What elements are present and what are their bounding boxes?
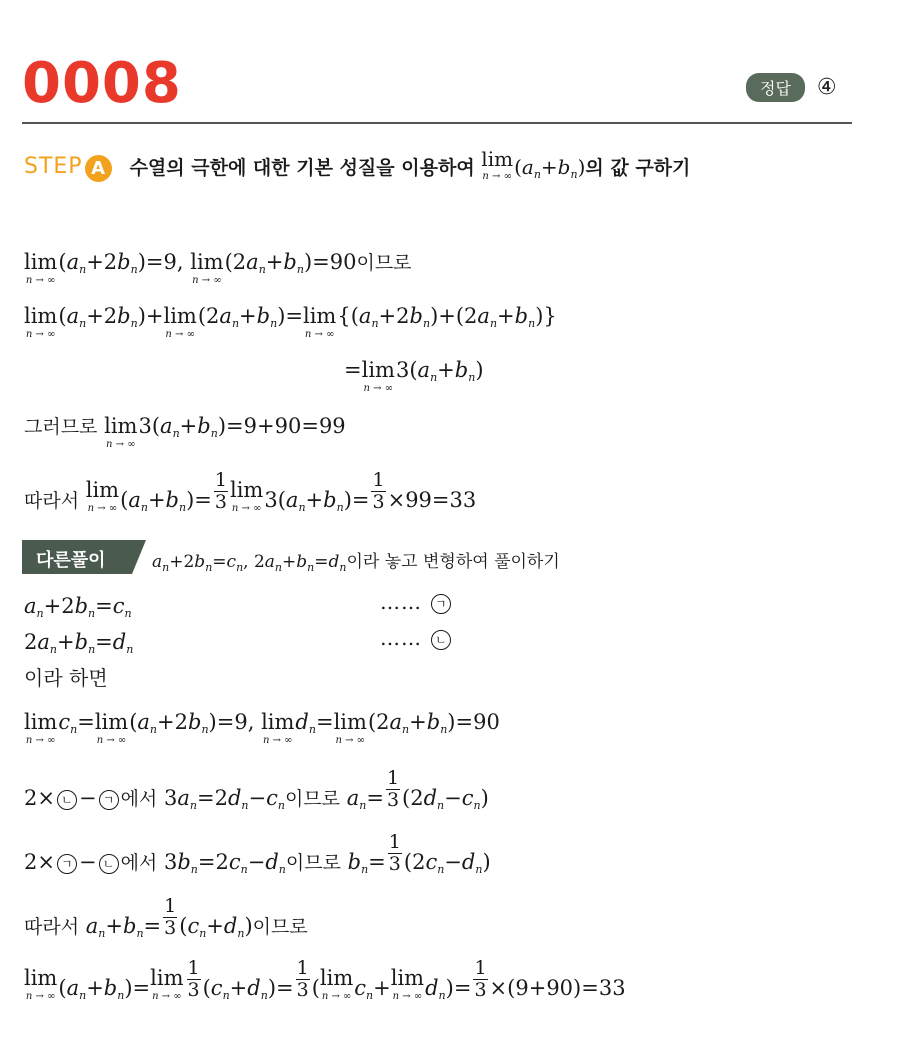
text-ira-hamyeon: 이라 하면 bbox=[24, 666, 108, 690]
def-dn: $2a_n+b_n=d_n$ bbox=[24, 630, 134, 656]
marker-row-2: …… ㄴ bbox=[380, 626, 453, 650]
answer-value: ④ bbox=[816, 75, 837, 100]
eq-an-plus-bn: 따라서 $a_n+b_n=$ $\frac{1}{3}$ $(c_n+d_n)$이므로 bbox=[24, 895, 308, 940]
answer-badge: 정답 bbox=[746, 73, 805, 102]
alt-solution-description: $a_n+2b_n=c_n$, $2a_n+b_n=d_n$이라 놓고 변형하여 풀이하기 bbox=[152, 552, 560, 574]
eq-an: 2× ㄴ − ㄱ 에서 $3a_n=2d_n-c_n$이므로 $a_n=$ $\frac{1}{3}$ $(2d_n-c_n)$ bbox=[24, 767, 489, 812]
marker-row-1: …… ㄱ bbox=[380, 590, 453, 614]
def-cn: $a_n+2b_n=c_n$ bbox=[24, 594, 132, 620]
eq-cn-dn-limits: lim n → ∞ $c_n=$ lim n → ∞ $(a_n+2b_n)=9$, lim n → ∞ $d_n=$ lim n → ∞ $(2a_n+b_n)=90$ bbox=[24, 710, 500, 746]
header-divider bbox=[22, 122, 852, 124]
problem-number: 0008 bbox=[22, 51, 182, 116]
step-heading bbox=[24, 147, 780, 193]
eq-bn: 2× ㄱ − ㄴ 에서 $3b_n=2c_n-d_n$이므로 $b_n=$ $\frac{1}{3}$ $(2c_n-d_n)$ bbox=[24, 831, 491, 876]
eq-result: 따라서 lim n → ∞ $(a_n+b_n)=$ $\frac{1}{3}$ lim n → ∞ $3(a_n+b_n)=$ $\frac{1}{3}$ ×99=33 bbox=[24, 469, 477, 514]
eq-given: lim n → ∞ $(a_n+2b_n)=9$, lim n → ∞ $(2a_n+b_n)=90$이므로 bbox=[24, 250, 412, 286]
step-badge: A bbox=[85, 155, 112, 182]
eq-sum: lim n → ∞ $(a_n+2b_n)+$ lim n → ∞ $(2a_n+b_n)=$ lim n → ∞ $\{(a_n+2b_n)+(2a_n+b_n)\}$ bbox=[24, 304, 557, 340]
step-title: 수열의 극한에 대한 기본 성질을 이용하여 lim n → ∞ $(a_n+b_n)$의 값 구하기 bbox=[129, 147, 691, 182]
eq-sum-simplified: = lim n → ∞ $3(a_n+b_n)$ bbox=[344, 358, 484, 394]
alt-solution-badge: 다른풀이 bbox=[22, 540, 152, 574]
step-label: STEP bbox=[24, 154, 83, 179]
eq-therefore: 그러므로 lim n → ∞ $3(a_n+b_n)=9+90=99$ bbox=[24, 414, 346, 450]
eq-final: lim n → ∞ $(a_n+b_n)=$ lim n → ∞ $\frac{1}{3}$ $(c_n+d_n)=$ $\frac{1}{3}$ ( lim n → ∞ $c_n+$ lim n → ∞ $d_n)=$ $\frac{1}{3}$ ×(9+90)=33 bbox=[24, 957, 626, 1002]
answer-area bbox=[746, 73, 837, 102]
